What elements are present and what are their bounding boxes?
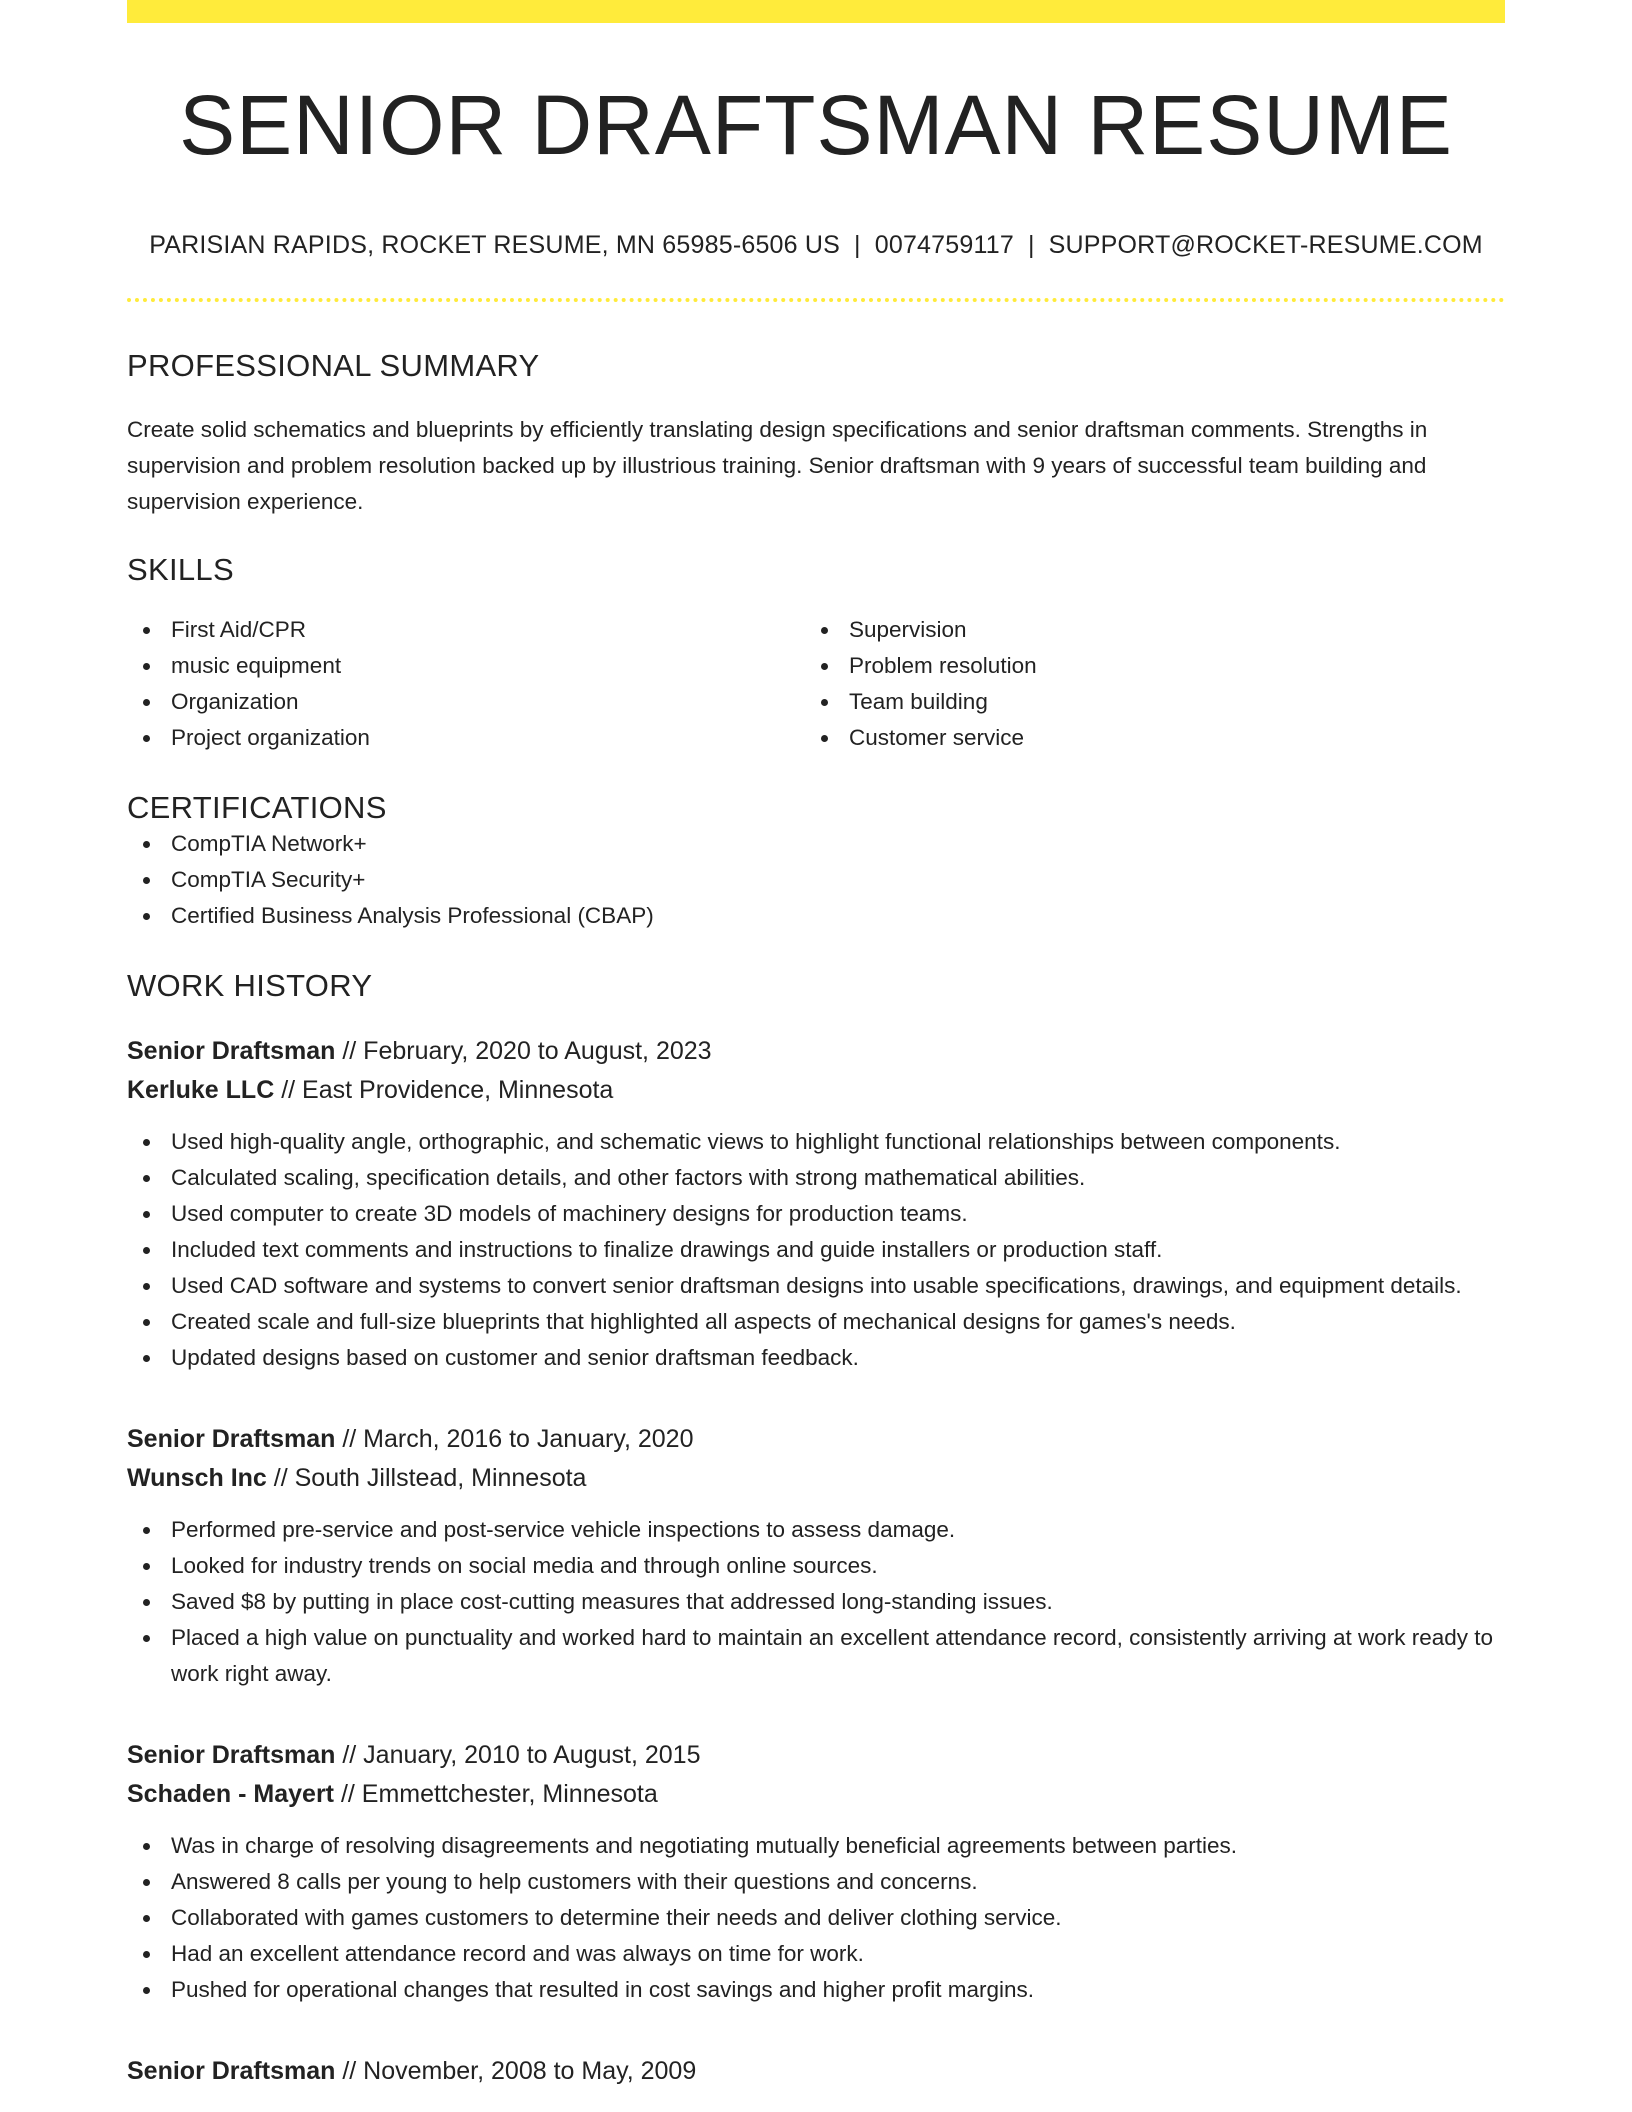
job-role: Senior Draftsman	[127, 1425, 336, 1453]
contact-address: PARISIAN RAPIDS, ROCKET RESUME, MN 65985-6506 US	[149, 231, 841, 259]
contact-email: SUPPORT@ROCKET-RESUME.COM	[1048, 231, 1483, 259]
job-bullet: Calculated scaling, specification details, and other factors with strong mathematical abilities.	[127, 1160, 1505, 1196]
work-history-section	[127, 968, 1505, 2091]
job-company-line	[127, 1071, 1505, 1110]
job-bullet: Used computer to create 3D models of machinery designs for production teams.	[127, 1196, 1505, 1232]
job-entry	[127, 1736, 1505, 2008]
certification-item: CompTIA Network+	[127, 826, 1505, 862]
resume-page	[127, 0, 1505, 2091]
job-location: // South Jillstead, Minnesota	[266, 1464, 587, 1492]
section-title: PROFESSIONAL SUMMARY	[127, 348, 540, 383]
skill-item: music equipment	[127, 648, 805, 684]
job-bullet: Created scale and full-size blueprints that highlighted all aspects of mechanical designs for games's needs.	[127, 1304, 1505, 1340]
job-bullet: Collaborated with games customers to determine their needs and deliver clothing service.	[127, 1900, 1505, 1936]
section-title: WORK HISTORY	[127, 968, 373, 1003]
job-role-line	[127, 1032, 1505, 1071]
job-role-line	[127, 1736, 1505, 1775]
job-entry	[127, 1032, 1505, 1376]
job-bullet: Looked for industry trends on social media and through online sources.	[127, 1548, 1505, 1584]
skills-section	[127, 552, 1505, 756]
job-bullet: Included text comments and instructions to finalize drawings and guide installers or production staff.	[127, 1232, 1505, 1268]
certification-item: CompTIA Security+	[127, 862, 1505, 898]
contact-phone: 0074759117	[874, 231, 1014, 259]
job-role: Senior Draftsman	[127, 2057, 336, 2085]
skill-item: Supervision	[805, 612, 1483, 648]
skill-item: Project organization	[127, 720, 805, 756]
job-bullet: Used high-quality angle, orthographic, and schematic views to highlight functional relationships between components.	[127, 1124, 1505, 1160]
certifications-section	[127, 790, 1505, 934]
skill-item: Customer service	[805, 720, 1483, 756]
job-bullet: Saved $8 by putting in place cost-cutting measures that addressed long-standing issues.	[127, 1584, 1505, 1620]
job-location: // East Providence, Minnesota	[274, 1076, 614, 1104]
job-role: Senior Draftsman	[127, 1741, 336, 1769]
contact-separator: |	[1027, 231, 1035, 259]
job-company-line	[127, 1459, 1505, 1498]
job-bullet: Used CAD software and systems to convert senior draftsman designs into usable specifications, drawings, and equipment details.	[127, 1268, 1505, 1304]
job-company: Kerluke LLC	[127, 1076, 275, 1104]
accent-bar	[127, 0, 1505, 23]
job-dates: // March, 2016 to January, 2020	[335, 1425, 694, 1453]
summary-text: Create solid schematics and blueprints by efficiently translating design specifications and senior draftsman comments. Strengths in supervision and problem resolution backed up by illustrious training. Senior draftsman with 9 years of successful team building and supervision experience.	[127, 417, 1428, 514]
job-company: Schaden - Mayert	[127, 1780, 335, 1808]
job-entry	[127, 2052, 1505, 2091]
professional-summary-section	[127, 348, 1505, 520]
skills-column-right	[805, 612, 1483, 756]
job-bullet: Answered 8 calls per young to help customers with their questions and concerns.	[127, 1864, 1505, 1900]
job-bullet: Placed a high value on punctuality and worked hard to maintain an excellent attendance record, consistently arriving at work ready to work right away.	[127, 1620, 1505, 1692]
job-dates: // November, 2008 to May, 2009	[335, 2057, 697, 2085]
job-dates: // February, 2020 to August, 2023	[335, 1037, 712, 1065]
job-role-line	[127, 2052, 1505, 2091]
job-role-line	[127, 1420, 1505, 1459]
skill-item: Team building	[805, 684, 1483, 720]
job-bullet: Updated designs based on customer and senior draftsman feedback.	[127, 1340, 1505, 1376]
job-entry	[127, 1420, 1505, 1692]
job-company: Wunsch Inc	[127, 1464, 267, 1492]
certification-item: Certified Business Analysis Professional (CBAP)	[127, 898, 1505, 934]
contact-separator: |	[854, 231, 861, 259]
job-bullet: Was in charge of resolving disagreements and negotiating mutually beneficial agreements between parties.	[127, 1828, 1505, 1864]
job-bullet: Pushed for operational changes that resulted in cost savings and higher profit margins.	[127, 1972, 1505, 2008]
job-dates: // January, 2010 to August, 2015	[335, 1741, 701, 1769]
job-role: Senior Draftsman	[127, 1037, 336, 1065]
skills-column-left	[127, 612, 805, 756]
dotted-divider	[127, 298, 1505, 302]
skill-item: Problem resolution	[805, 648, 1483, 684]
contact-line	[127, 231, 1505, 260]
job-bullet: Performed pre-service and post-service vehicle inspections to assess damage.	[127, 1512, 1505, 1548]
skill-item: First Aid/CPR	[127, 612, 805, 648]
section-title: SKILLS	[127, 552, 234, 587]
section-title: CERTIFICATIONS	[127, 790, 387, 825]
job-location: // Emmettchester, Minnesota	[334, 1780, 658, 1808]
job-bullet: Had an excellent attendance record and was always on time for work.	[127, 1936, 1505, 1972]
resume-title: SENIOR DRAFTSMAN RESUME	[179, 78, 1453, 172]
skills-grid	[127, 612, 1505, 756]
skill-item: Organization	[127, 684, 805, 720]
job-company-line	[127, 1775, 1505, 1814]
